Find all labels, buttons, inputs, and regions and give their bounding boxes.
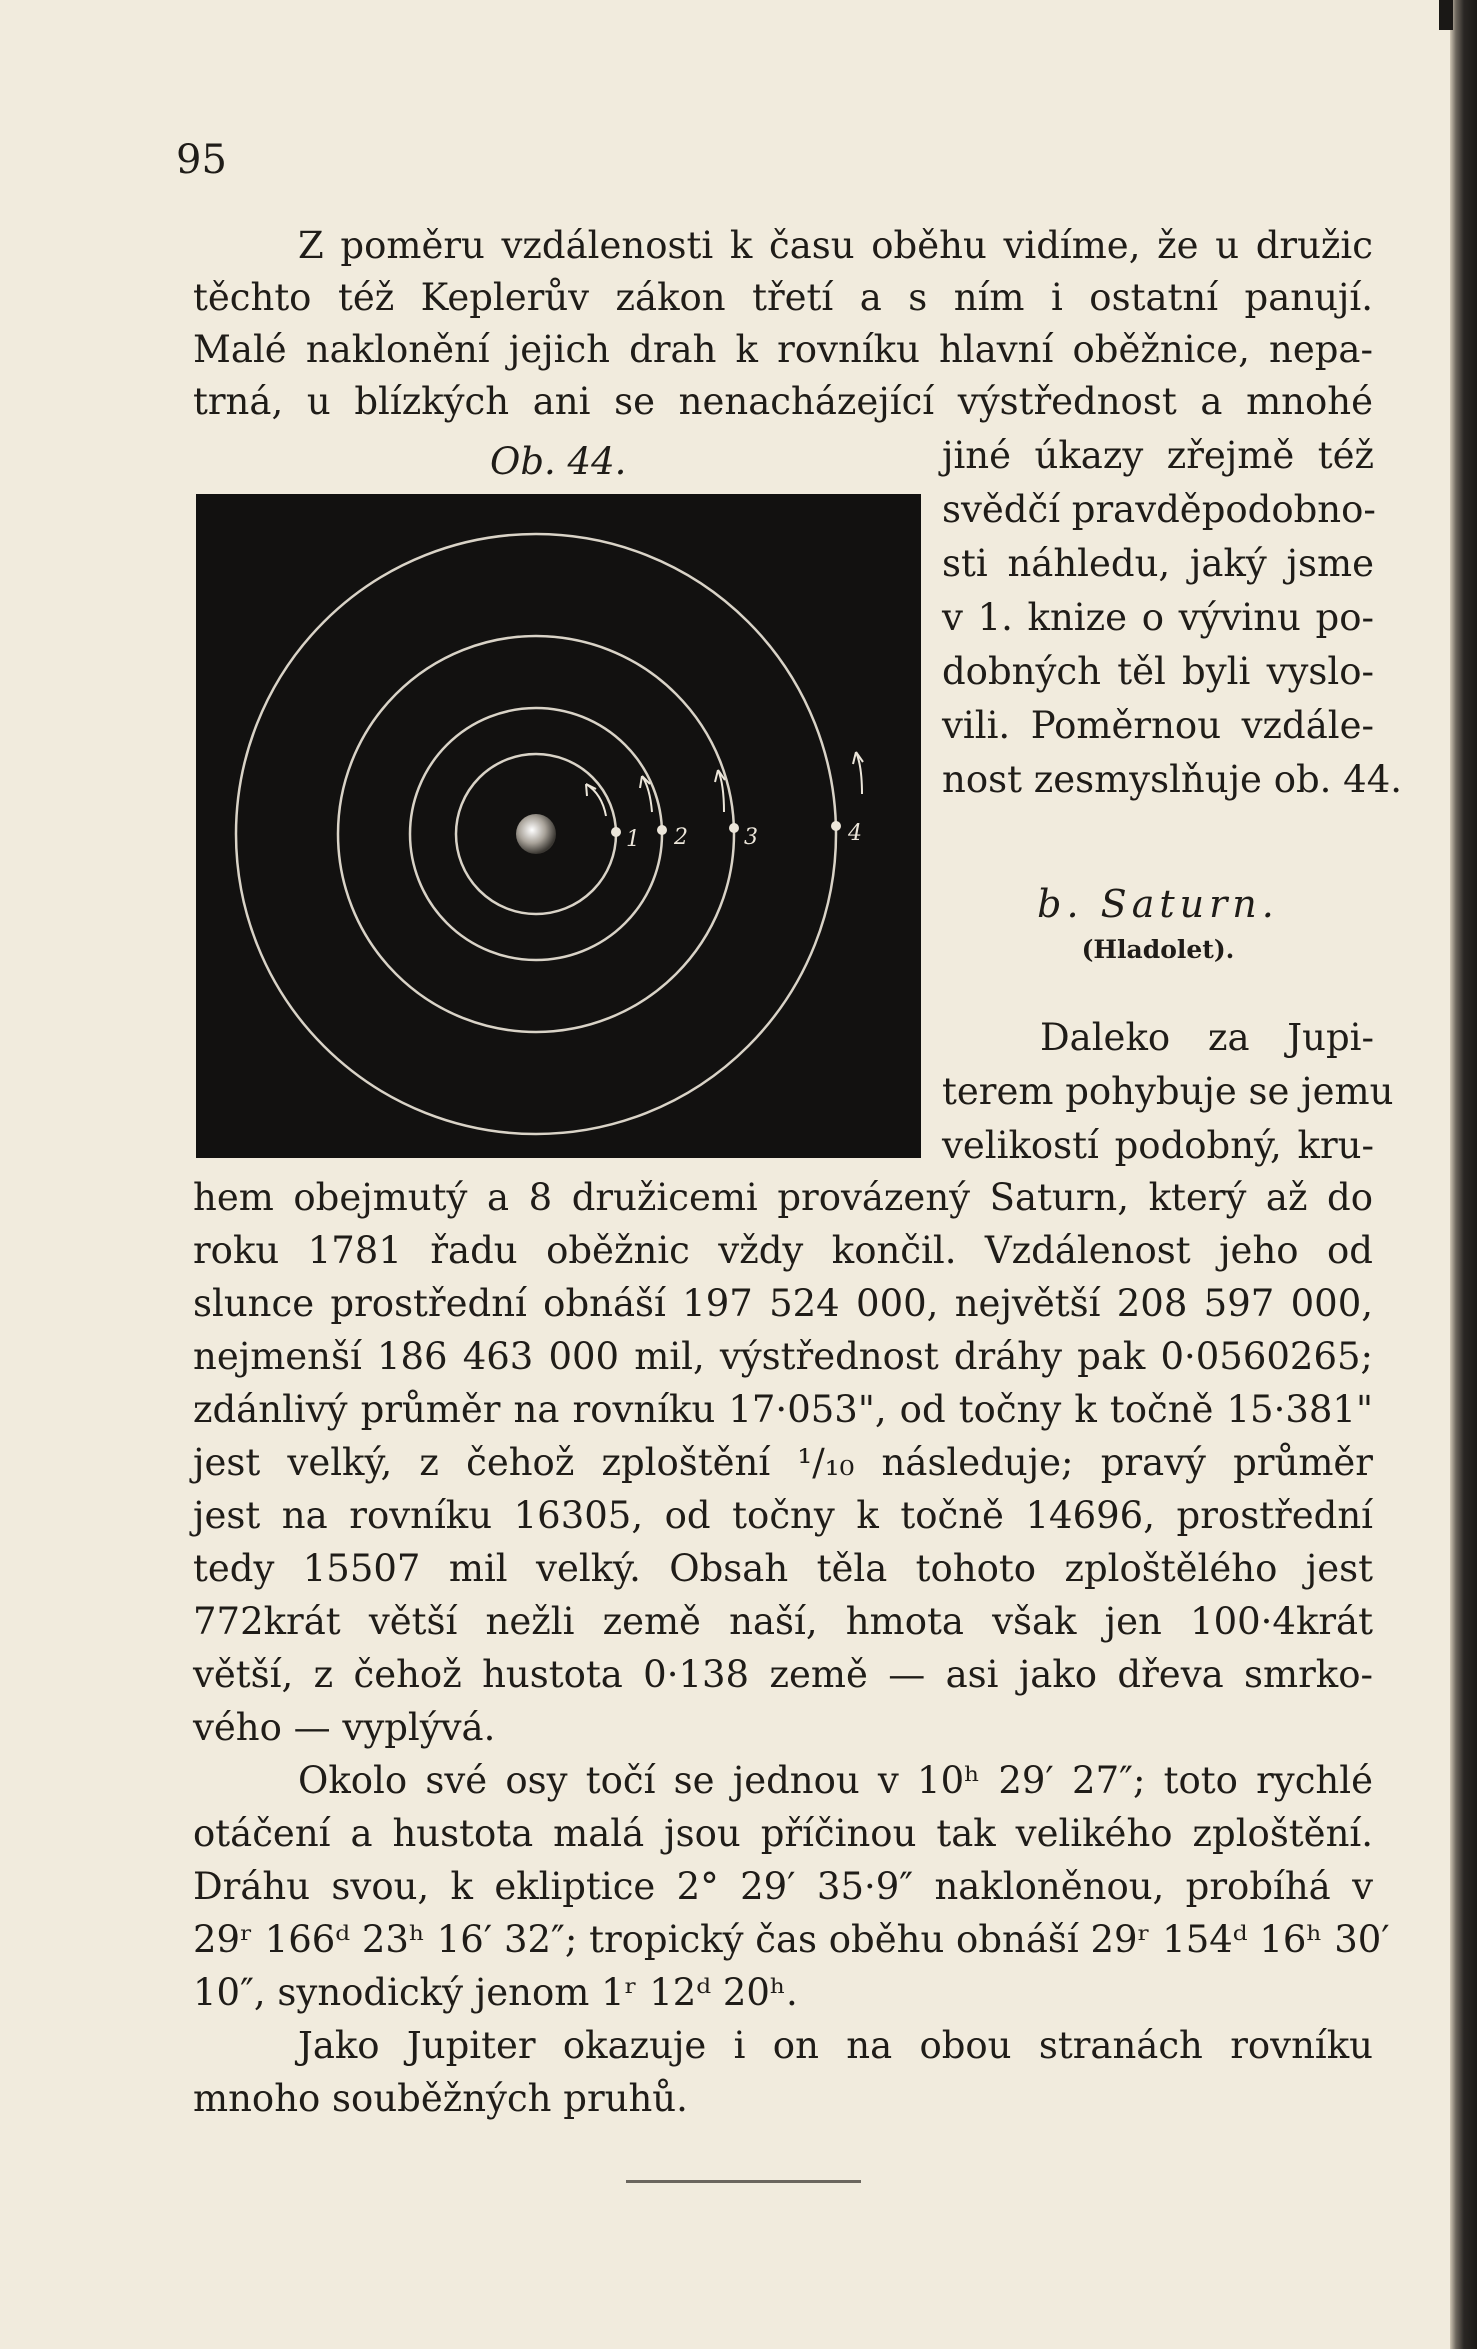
text-line: trná, u blízkých ani se nenacházející výstřednost a mnohé [193,380,1373,423]
section-heading: b. Saturn. [1037,882,1279,926]
moon-3 [729,823,739,833]
moon-4 [831,821,841,831]
text-line: v 1. knize o vývinu po- [942,596,1374,639]
page-number: 95 [176,137,227,183]
text-line: otáčení a hustota malá jsou příčinou tak velikého zploštění. [193,1812,1373,1855]
text-line: jest velký, z čehož zploštění ¹/₁₀ následuje; pravý průměr [193,1441,1373,1484]
text-line: vého — vyplývá. [193,1706,496,1749]
book-spine [1450,0,1477,2349]
text-line: těchto též Keplerův zákon třetí a s ním i ostatní panují. [193,276,1373,319]
corner-mark [1439,0,1453,30]
moon-label-2: 2 [674,825,688,850]
text-line: Dráhu svou, k ekliptice 2° 29′ 35·9″ nakloněnou, probíhá v [193,1865,1373,1908]
text-line: slunce prostřední obnáší 197 524 000, největší 208 597 000, [193,1282,1373,1325]
text-line: nejmenší 186 463 000 mil, výstřednost dráhy pak 0·0560265; [193,1335,1373,1378]
text-line: mnoho souběžných pruhů. [193,2077,688,2120]
orbit-diagram [196,494,921,1158]
text-line: svědčí pravděpodobno- [942,488,1376,531]
text-line: zdánlivý průměr na rovníku 17·053", od točny k točně 15·381" [193,1388,1373,1431]
moon-1 [611,827,621,837]
moon-2 [657,825,667,835]
text-line: tedy 15507 mil velký. Obsah těla tohoto zploštělého jest [193,1547,1373,1590]
text-line: 10″, synodický jenom 1ʳ 12ᵈ 20ʰ. [193,1971,798,2014]
text-line: 29ʳ 166ᵈ 23ʰ 16′ 32″; tropický čas oběhu obnáší 29ʳ 154ᵈ 16ʰ 30′ [193,1918,1390,1961]
text-line: jest na rovníku 16305, od točny k točně 14696, prostřední [193,1494,1373,1537]
text-line: Daleko za Jupi- [1040,1016,1374,1059]
text-line: Okolo své osy točí se jednou v 10ʰ 29′ 27″; toto rychlé [298,1759,1373,1802]
text-line: vili. Poměrnou vzdále- [942,704,1374,747]
text-line: 772krát větší nežli země naší, hmota však jen 100·4krát [193,1600,1373,1643]
text-line: větší, z čehož hustota 0·138 země — asi jako dřeva smrko- [193,1653,1373,1696]
figure-caption: Ob. 44. [490,440,627,483]
text-line: nost zesmyslňuje ob. 44. [942,758,1403,801]
text-line: Malé naklonění jejich drah k rovníku hlavní oběžnice, nepa- [193,328,1373,371]
text-line: hem obejmutý a 8 družicemi provázený Saturn, který až do [193,1176,1373,1219]
text-line: dobných těl byli vyslo- [942,650,1374,693]
moon-label-1: 1 [626,827,640,852]
end-rule [626,2180,861,2183]
text-line: terem pohybuje se jemu [942,1070,1394,1113]
jupiter-planet [516,814,556,854]
text-line: velikostí podobný, kru- [942,1124,1374,1167]
text-line: roku 1781 řadu oběžnic vždy končil. Vzdálenost jeho od [193,1229,1373,1272]
text-line: Jako Jupiter okazuje i on na obou stranách rovníku [298,2024,1373,2067]
text-line: sti náhledu, jaký jsme [942,542,1374,585]
moon-label-3: 3 [744,825,758,850]
moon-label-4: 4 [848,821,862,846]
text-line: jiné úkazy zřejmě též [942,434,1374,477]
section-subheading: (Hladolet). [1081,935,1235,964]
jupiter-moons-figure [196,494,921,1158]
text-line: Z poměru vzdálenosti k času oběhu vidíme, že u družic [298,224,1373,267]
